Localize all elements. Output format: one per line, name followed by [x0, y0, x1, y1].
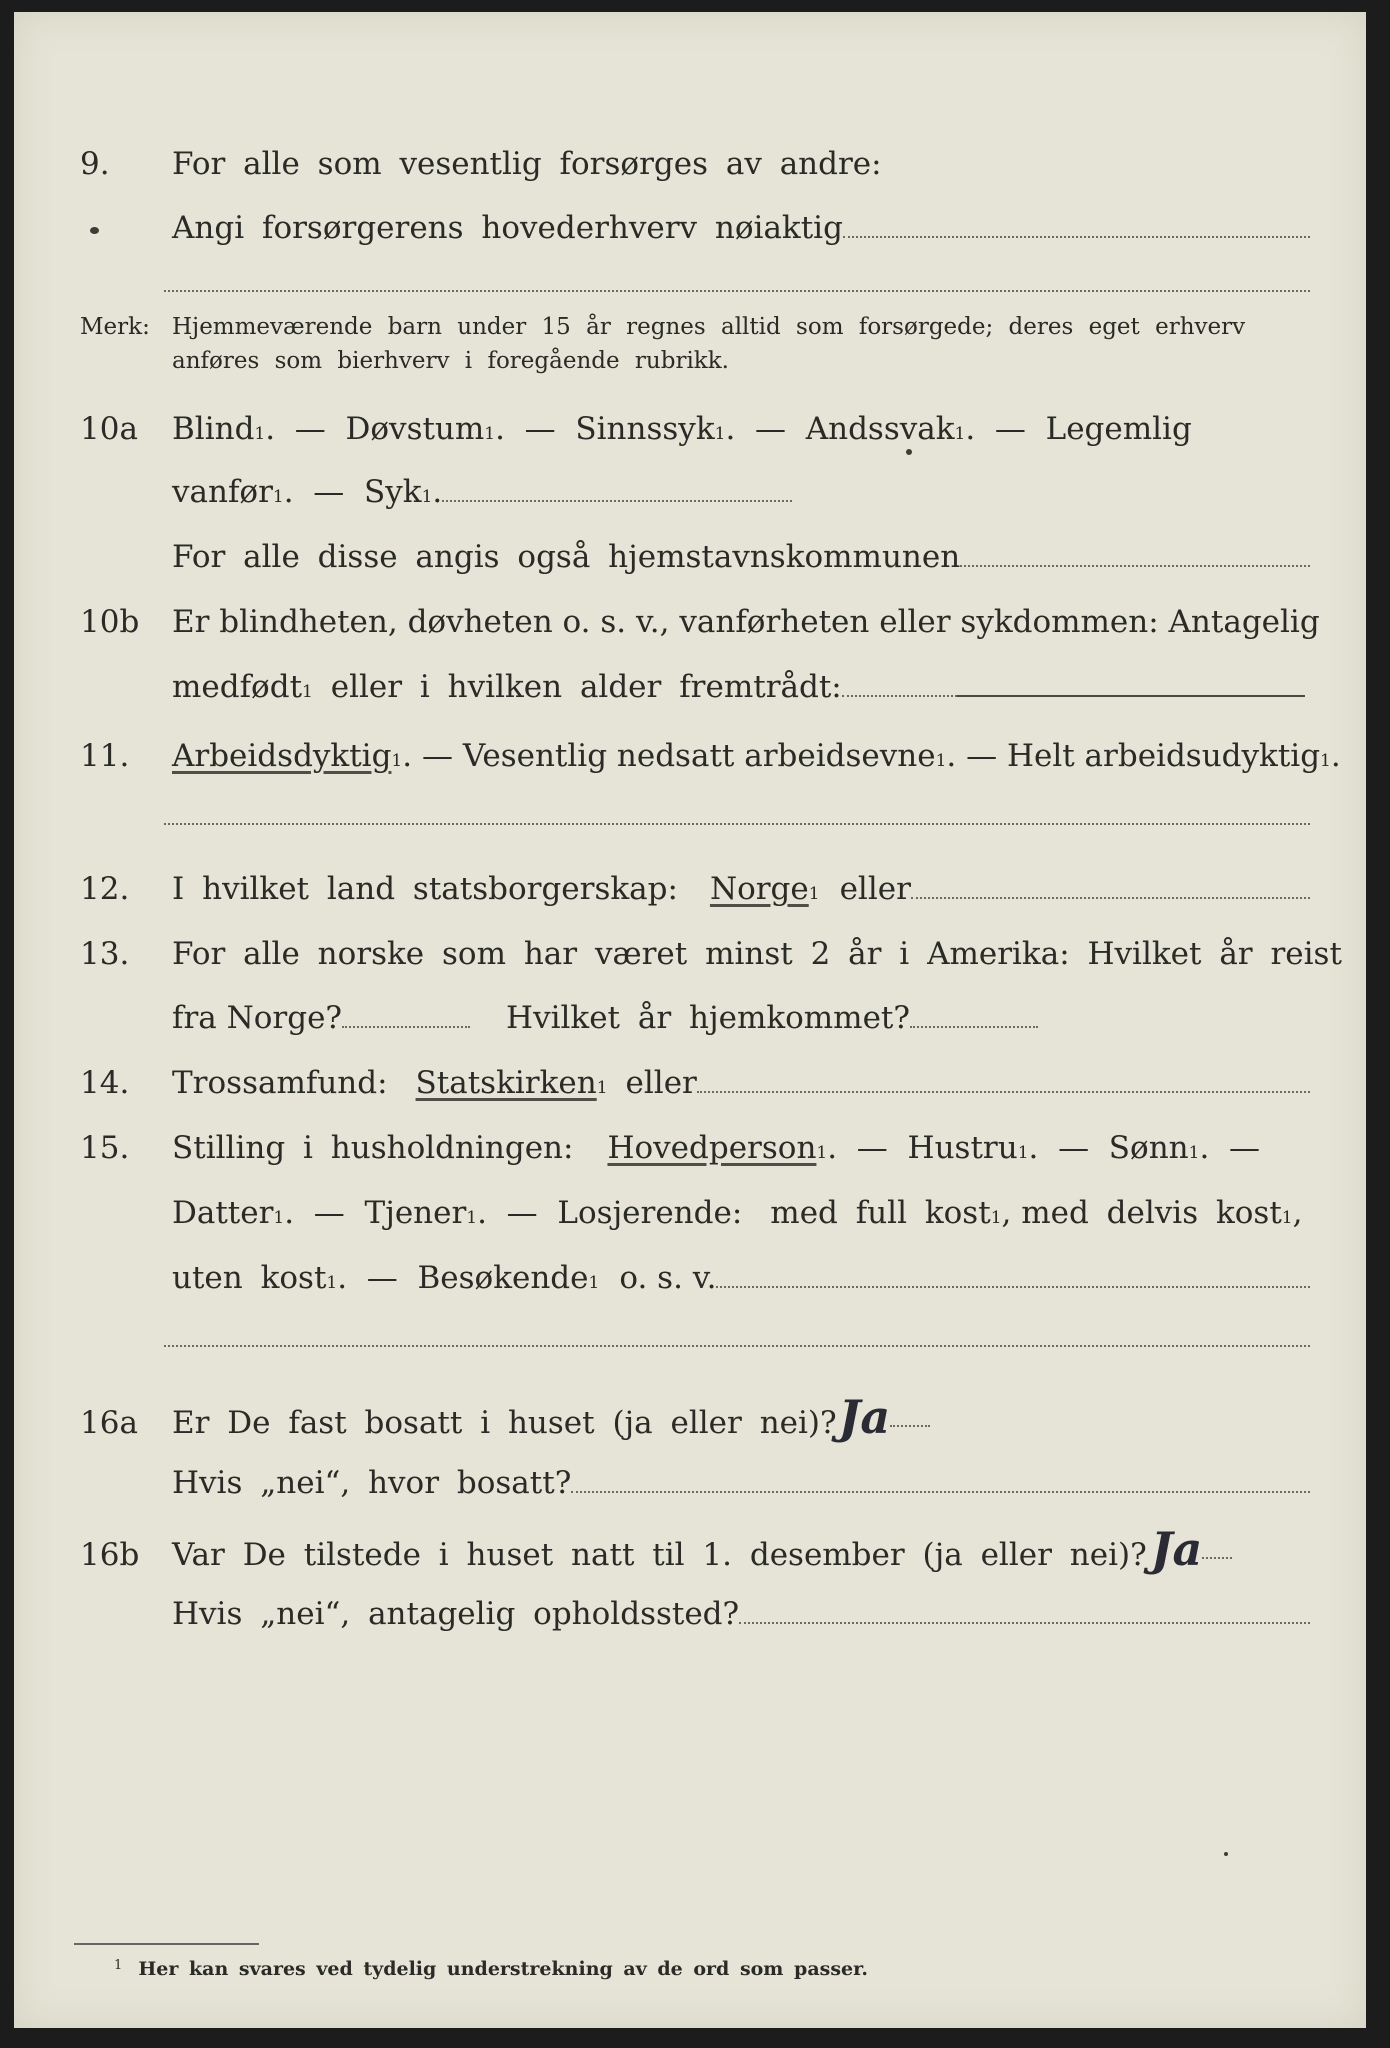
- age-field[interactable]: [957, 694, 1305, 697]
- question-15-line-3: uten kost 1 . — Besøkende 1 o. s. v.: [80, 1258, 1310, 1298]
- question-9-line-2: [80, 208, 1310, 248]
- question-14-eller: eller: [625, 1065, 697, 1101]
- question-15-line-2: Datter 1 . — Tjener 1 . — Losjerende: med full kost 1 , med delvis kost 1 ,: [172, 1195, 1303, 1231]
- option-hustru[interactable]: Hustru: [907, 1130, 1018, 1166]
- option-syk[interactable]: Syk: [364, 474, 422, 510]
- question-13-returned-label: Hvilket år hjemkommet?: [506, 1000, 911, 1036]
- question-16a-residence-label: Hvis „nei“, hvor bosatt?: [172, 1465, 572, 1501]
- question-16a-number: 16a: [80, 1405, 138, 1441]
- option-hovedperson[interactable]: Hovedperson: [607, 1130, 817, 1166]
- question-13-number: 13.: [80, 936, 130, 972]
- citizenship-field[interactable]: [911, 896, 1310, 899]
- census-form-page: [14, 12, 1366, 2028]
- question-16b-whereabouts-label: Hvis „nei“, antagelig opholdssted?: [172, 1596, 740, 1632]
- footnote-rule: [74, 1943, 259, 1945]
- option-losjerende[interactable]: Losjerende:: [557, 1195, 743, 1231]
- question-10a-line-3: [80, 537, 1310, 577]
- footnote-text: Her kan svares ved tydelig understrekning av de ord som passer.: [138, 1958, 868, 1980]
- question-12-number: 12.: [80, 871, 130, 907]
- ink-speck: [1224, 1852, 1228, 1856]
- option-uten-kost[interactable]: uten kost: [172, 1260, 327, 1296]
- return-year-field[interactable]: [910, 1025, 1038, 1028]
- bullet-mark: [90, 227, 99, 234]
- question-11-line: 11. Arbeidsdyktig 1 . — Vesentlig nedsatt arbeidsevne 1 . — Helt arbeidsudyktig 1 .: [80, 738, 1341, 774]
- question-16b-answer-field[interactable]: [1202, 1556, 1232, 1559]
- option-datter[interactable]: Datter: [172, 1195, 274, 1231]
- option-besokende[interactable]: Besøkende: [417, 1260, 589, 1296]
- merk-line-1: Hjemmeværende barn under 15 år regnes alltid som forsørgede; deres eget erhverv: [172, 314, 1246, 340]
- option-arbeidsdyktig[interactable]: Arbeidsdyktig: [172, 738, 392, 774]
- question-16a-line-2: [80, 1463, 1310, 1503]
- question-10b-line-2: medfødt 1 eller i hvilken alder fremtrådt:: [80, 667, 1310, 707]
- question-16b-handwritten-answer[interactable]: Ja: [1150, 1522, 1203, 1576]
- option-med-delvis-kost[interactable]: med delvis kost: [1021, 1195, 1282, 1231]
- question-9-number: 9.: [80, 146, 110, 182]
- option-tjener[interactable]: Tjener: [364, 1195, 467, 1231]
- question-16a-handwritten-answer[interactable]: Ja: [838, 1390, 891, 1444]
- question-10a-number: 10a: [80, 411, 138, 447]
- option-sonn[interactable]: Sønn: [1108, 1130, 1189, 1166]
- question-16b-line-1: [80, 1522, 1310, 1576]
- merk-note: [80, 310, 1320, 378]
- question-12-eller: eller: [839, 871, 911, 907]
- question-11-number: 11.: [80, 738, 130, 774]
- option-helt-arbeidsudyktig[interactable]: Helt arbeidsudyktig: [1006, 738, 1321, 774]
- option-norge[interactable]: Norge: [709, 871, 809, 907]
- question-10a-line-2: vanfør 1 . — Syk 1 .: [80, 472, 1310, 512]
- question-14-number: 14.: [80, 1065, 130, 1101]
- question-14-text: Trossamfund:: [172, 1065, 388, 1101]
- option-andssvak[interactable]: Andssvak: [805, 411, 955, 447]
- question-13-emigrated-label: fra Norge?: [172, 1000, 343, 1036]
- question-9-provider-occupation-label: Angi forsørgerens hovederhverv nøiaktig: [172, 210, 843, 246]
- question-16a-answer-field[interactable]: [890, 1424, 930, 1427]
- question-10b-age-label: eller i hvilken alder fremtrådt:: [330, 669, 842, 705]
- option-vesentlig-nedsatt[interactable]: Vesentlig nedsatt arbeidsevne: [462, 738, 936, 774]
- question-13-text: For alle norske som har været minst 2 år i Amerika: Hvilket år reist: [172, 936, 1342, 972]
- question-16b-number: 16b: [80, 1537, 140, 1573]
- option-blind[interactable]: Blind: [172, 411, 255, 447]
- residence-field[interactable]: [571, 1490, 1310, 1493]
- question-13-line-1: [80, 934, 1342, 974]
- question-10b-text: Er blindheten, døvheten o. s. v., vanførheten eller sykdommen: Antagelig: [172, 604, 1320, 640]
- option-legemlig[interactable]: Legemlig: [1045, 411, 1192, 447]
- question-10a-home-municipality-label: For alle disse angis også hjemstavnskommunen: [172, 539, 961, 575]
- question-10b-number: 10b: [80, 604, 140, 640]
- merk-label: Merk:: [80, 314, 150, 340]
- question-10a-answer-field[interactable]: [442, 499, 792, 502]
- question-16a-line-1: [80, 1390, 1310, 1444]
- question-12-line: 12. I hvilket land statsborgerskap: Norge 1 eller: [80, 869, 1310, 909]
- home-municipality-field[interactable]: [960, 564, 1310, 567]
- age-field-dotted[interactable]: [842, 694, 957, 697]
- option-dovstum[interactable]: Døvstum: [345, 411, 485, 447]
- question-15-answer-line[interactable]: [164, 1344, 1310, 1347]
- question-15-line-1: 15. Stilling i husholdningen: Hovedperson 1 . — Hustru 1 . — Sønn 1 . —: [80, 1130, 1261, 1166]
- religion-field[interactable]: [697, 1090, 1310, 1093]
- ink-speck: [906, 449, 912, 455]
- question-12-text: I hvilket land statsborgerskap:: [172, 871, 678, 907]
- question-9-answer-line-2[interactable]: [164, 289, 1310, 292]
- emigration-year-field[interactable]: [342, 1025, 470, 1028]
- question-10a-line-1: 10a Blind 1 . — Døvstum 1 . — Sinnssyk 1 . — Andssvak 1 . — Legemlig: [80, 411, 1192, 447]
- question-16b-text: Var De tilstede i huset natt til 1. desember (ja eller nei)?: [172, 1537, 1147, 1573]
- question-9-text: For alle som vesentlig forsørges av andre:: [172, 146, 882, 182]
- option-medfodt[interactable]: medfødt: [172, 669, 303, 705]
- question-9-answer-field[interactable]: [843, 235, 1310, 238]
- whereabouts-field[interactable]: [739, 1621, 1310, 1624]
- option-sinnssyk[interactable]: Sinnssyk: [575, 411, 715, 447]
- question-9-line-1: [80, 144, 1310, 184]
- footnote: [114, 1958, 868, 1980]
- question-15-number: 15.: [80, 1130, 130, 1166]
- household-position-field[interactable]: [716, 1285, 1310, 1288]
- question-15-text: Stilling i husholdningen:: [172, 1130, 574, 1166]
- question-14-line: 14. Trossamfund: Statskirken 1 eller: [80, 1063, 1310, 1103]
- question-16b-line-2: [80, 1594, 1310, 1634]
- question-11-answer-line[interactable]: [164, 822, 1310, 825]
- question-15-osv: o. s. v.: [619, 1260, 717, 1296]
- question-16a-text: Er De fast bosatt i huset (ja eller nei)?: [172, 1405, 837, 1441]
- question-13-line-2: [80, 998, 1310, 1038]
- question-10b-line-1: [80, 602, 1320, 642]
- option-med-full-kost[interactable]: med full kost: [770, 1195, 991, 1231]
- option-statskirken[interactable]: Statskirken: [415, 1065, 597, 1101]
- option-vanfor[interactable]: vanfør: [172, 474, 273, 510]
- merk-line-2: anføres som bierhverv i foregående rubrikk.: [172, 348, 729, 374]
- footnote-mark: 1: [114, 1958, 123, 1973]
